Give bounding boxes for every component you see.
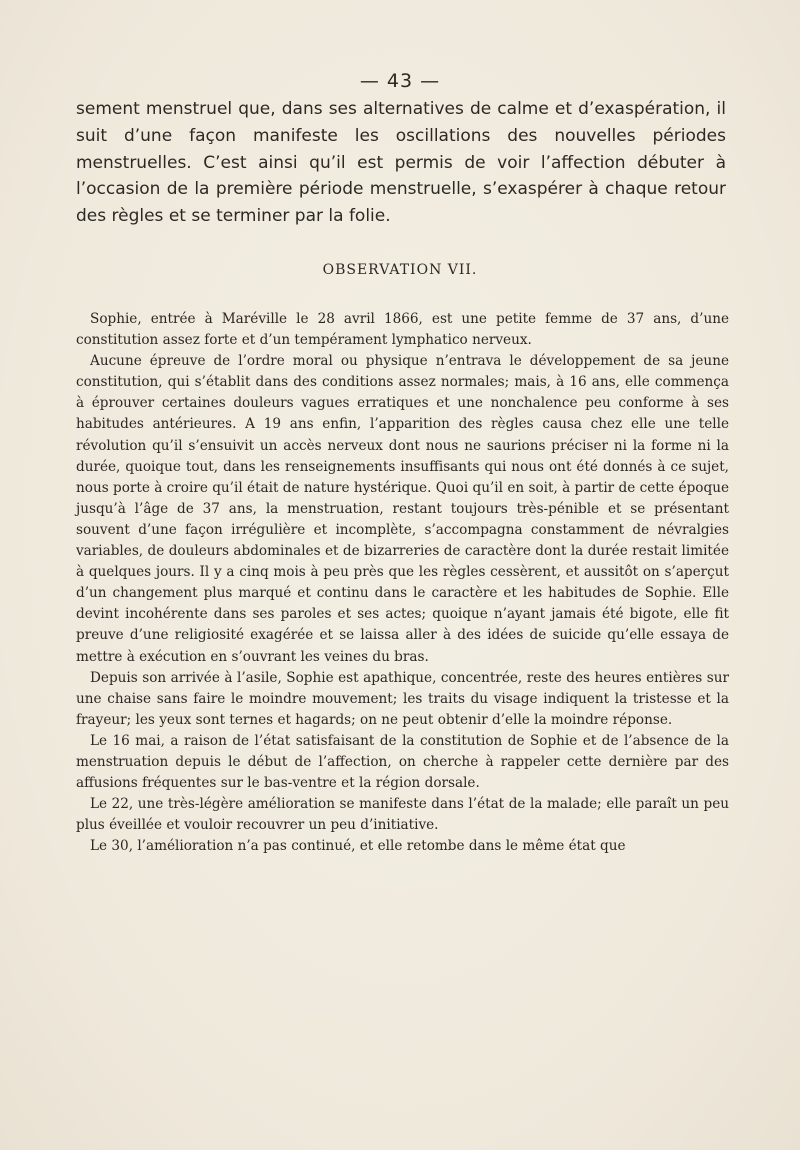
paragraph-history: Aucune épreuve de l’ordre moral ou physique n’entrava le développement de sa jeune constitution, qui s’établit dans des conditions assez normales; mais, à 16 ans, elle commença à éprouver certaines douleurs vagues erratiques et une nonchalence peu conforme à ses habitudes antérieures. A 19 ans enfin, l’apparition des règles causa chez elle une telle révolution qu’il s’ensuivit un accès nerveux dont nous ne saurions préciser ni la forme ni la durée, quoique tout, dans les renseignements insuffisants qui nous ont été donnés à ce sujet, nous porte à croire qu’il était de nature hystérique. Quoi qu’il en soit, à partir de cette époque jusqu’à l’âge de 37 ans, la menstruation, restant toujours très-pénible et se présentant souvent d’une façon irrégulière et incomplète, s’accompagna constamment de névralgies variables, de douleurs abdominales et de bizarreries de caractère dont la durée restait limitée à quelques jours. Il y a cinq mois à peu près que les règles cessèrent, et aussitôt on s’aperçut d’un changement plus marqué et continu dans le caractère et les habitudes de Sophie. Elle devint incohérente dans ses paroles et ses actes; quoique n’ayant jamais été bigote, elle fit preuve d’une religiosité exagérée et se laissa aller à des idées de suicide qu’elle essaya de mettre à exécution en s’ouvrant les veines du bras. <box>76 353 729 665</box>
observation-heading: OBSERVATION VII. <box>322 262 478 278</box>
paragraph-may-22: Le 22, une très-légère amélioration se manifeste dans l’état de la malade; elle paraît un peu plus éveillée et vouloir recouvrer un peu d’initiative. <box>76 796 729 834</box>
paragraph-may-16: Le 16 mai, a raison de l’état satisfaisant de la constitution de Sophie et de l’absence de la menstruation depuis le début de l’affection, on cherche à rappeler cette dernière par des affusions fréquentes sur le bas-ventre et la région dorsale. <box>76 732 729 792</box>
page-number: — 43 — <box>359 70 441 92</box>
paragraph-arrival: Depuis son arrivée à l’asile, Sophie est apathique, concentrée, reste des heures entières sur une chaise sans faire le moindre mouvement; les traits du visage indiquent la tristesse et la frayeur; les yeux sont ternes et hagards; on ne peut obtenir d’elle la moindre réponse. <box>76 669 729 728</box>
paragraph-intro: Sophie, entrée à Maréville le 28 avril 1866, est une petite femme de 37 ans, d’une constitution assez forte et d’un tempérament lymphatico nerveux. <box>76 311 729 349</box>
continuation-paragraph: sement menstruel que, dans ses alternatives de calme et d’exaspération, il suit d’une façon manifeste les oscillations des nouvelles périodes menstruelles. C’est ainsi qu’il est permis de voir l’affection débuter à l’occasion de la première période menstruelle, s’exaspérer à chaque retour des règles et se terminer par la folie. <box>76 99 726 227</box>
paragraph-may-30: Le 30, l’amélioration n’a pas continué, et elle retombe dans le même état que <box>90 838 626 855</box>
observation-body <box>76 309 729 857</box>
